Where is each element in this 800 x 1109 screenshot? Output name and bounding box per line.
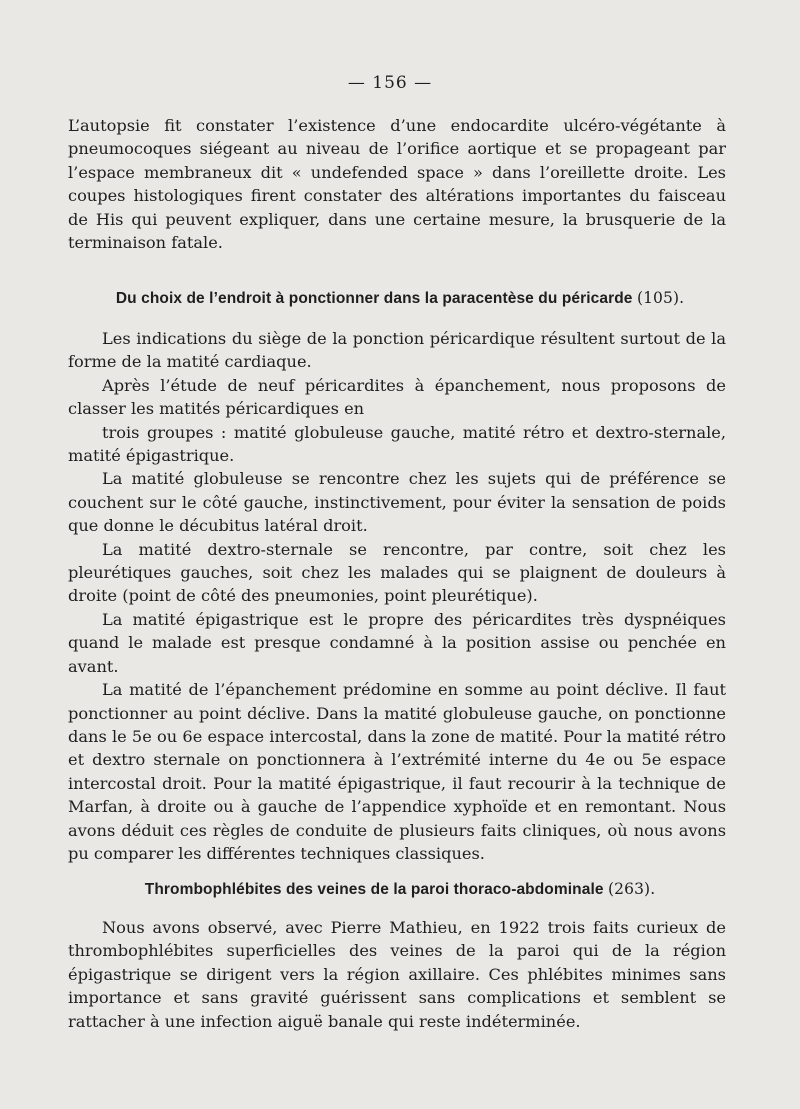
paragraph: Les indications du siège de la ponction péricardique résultent surtout de la forme de la matité cardiaque.	[68, 329, 726, 372]
paragraph: La matité globuleuse se rencontre chez les sujets qui de préférence se couchent sur le côté gauche, instinctivement, pour éviter la sensation de poids que donne le décubitus latéral droit.	[68, 469, 726, 536]
section-heading-ref: (105).	[636, 289, 685, 307]
paragraph: La matité de l’épanchement prédomine en somme au point déclive. Il faut ponctionner au point déclive. Dans la matité globuleuse gauche, on ponctionne dans le 5e ou 6e espace intercostal, dans la zone de matité. Pour la matité rétro et dextro sternale on ponctionnera à l’extrémité interne du 4e ou 5e espace intercostal droit. Pour la matité épigastrique, il faut recourir à la technique de Marfan, à droite ou à gauche de l’appendice xyphoïde et en remontant. Nous avons déduit ces règles de conduite de plusieurs faits cliniques, où nous avons pu comparer les différentes techniques classiques.	[68, 680, 726, 863]
section-body-pericarde	[68, 327, 726, 865]
intro-paragraph: L’autopsie fit constater l’existence d’une endocardite ulcéro-végétante à pneumocoques siégeant au niveau de l’orifice aortique et se propageant par l’espace membraneux dit « undefended space » dans l’oreillette droite. Les coupes histologiques firent constater des altérations importantes du faisceau de His qui peuvent expliquer, dans une certaine mesure, la brusquerie de la terminaison fatale.	[68, 116, 726, 253]
paragraph: Nous avons observé, avec Pierre Mathieu, en 1922 trois faits curieux de thrombophlébites superficielles des veines de la paroi qui de la région épigastrique se dirigent vers la région axillaire. Ces phlébites minimes sans importance et sans gravité guérissent sans complications et semblent se rattacher à une infection aiguë banale qui reste indéterminée.	[68, 918, 726, 1031]
section-heading-ref: (263).	[608, 880, 656, 898]
section-heading-pericarde	[60, 287, 740, 310]
section-heading-title: Du choix de l’endroit à ponctionner dans la paracentèse du péricarde	[115, 290, 633, 307]
paragraph: Après l’étude de neuf péricardites à épanchement, nous proposons de classer les matités péricardiques en	[68, 375, 726, 419]
section-heading-title: Thrombophlébites des veines de la paroi thoraco-abdominale	[144, 881, 604, 898]
section-heading-thrombophlebites	[60, 878, 740, 901]
paragraph: La matité dextro-sternale se rencontre, par contre, soit chez les pleurétiques gauches, soit chez les malades qui se plaignent de douleurs à droite (point de côté des pneumonies, point pleurétique).	[68, 539, 726, 606]
paragraph: La matité épigastrique est le propre des péricardites très dyspnéiques quand le malade est presque condamné à la position assise ou penchée en avant.	[68, 609, 726, 676]
intro-block	[68, 114, 726, 254]
page-number: — 156 —	[347, 73, 433, 93]
paragraph: trois groupes : matité globuleuse gauche, matité rétro et dextro-sternale, matité épigastrique.	[68, 422, 726, 466]
section-body-thrombophlebites	[68, 916, 726, 1033]
